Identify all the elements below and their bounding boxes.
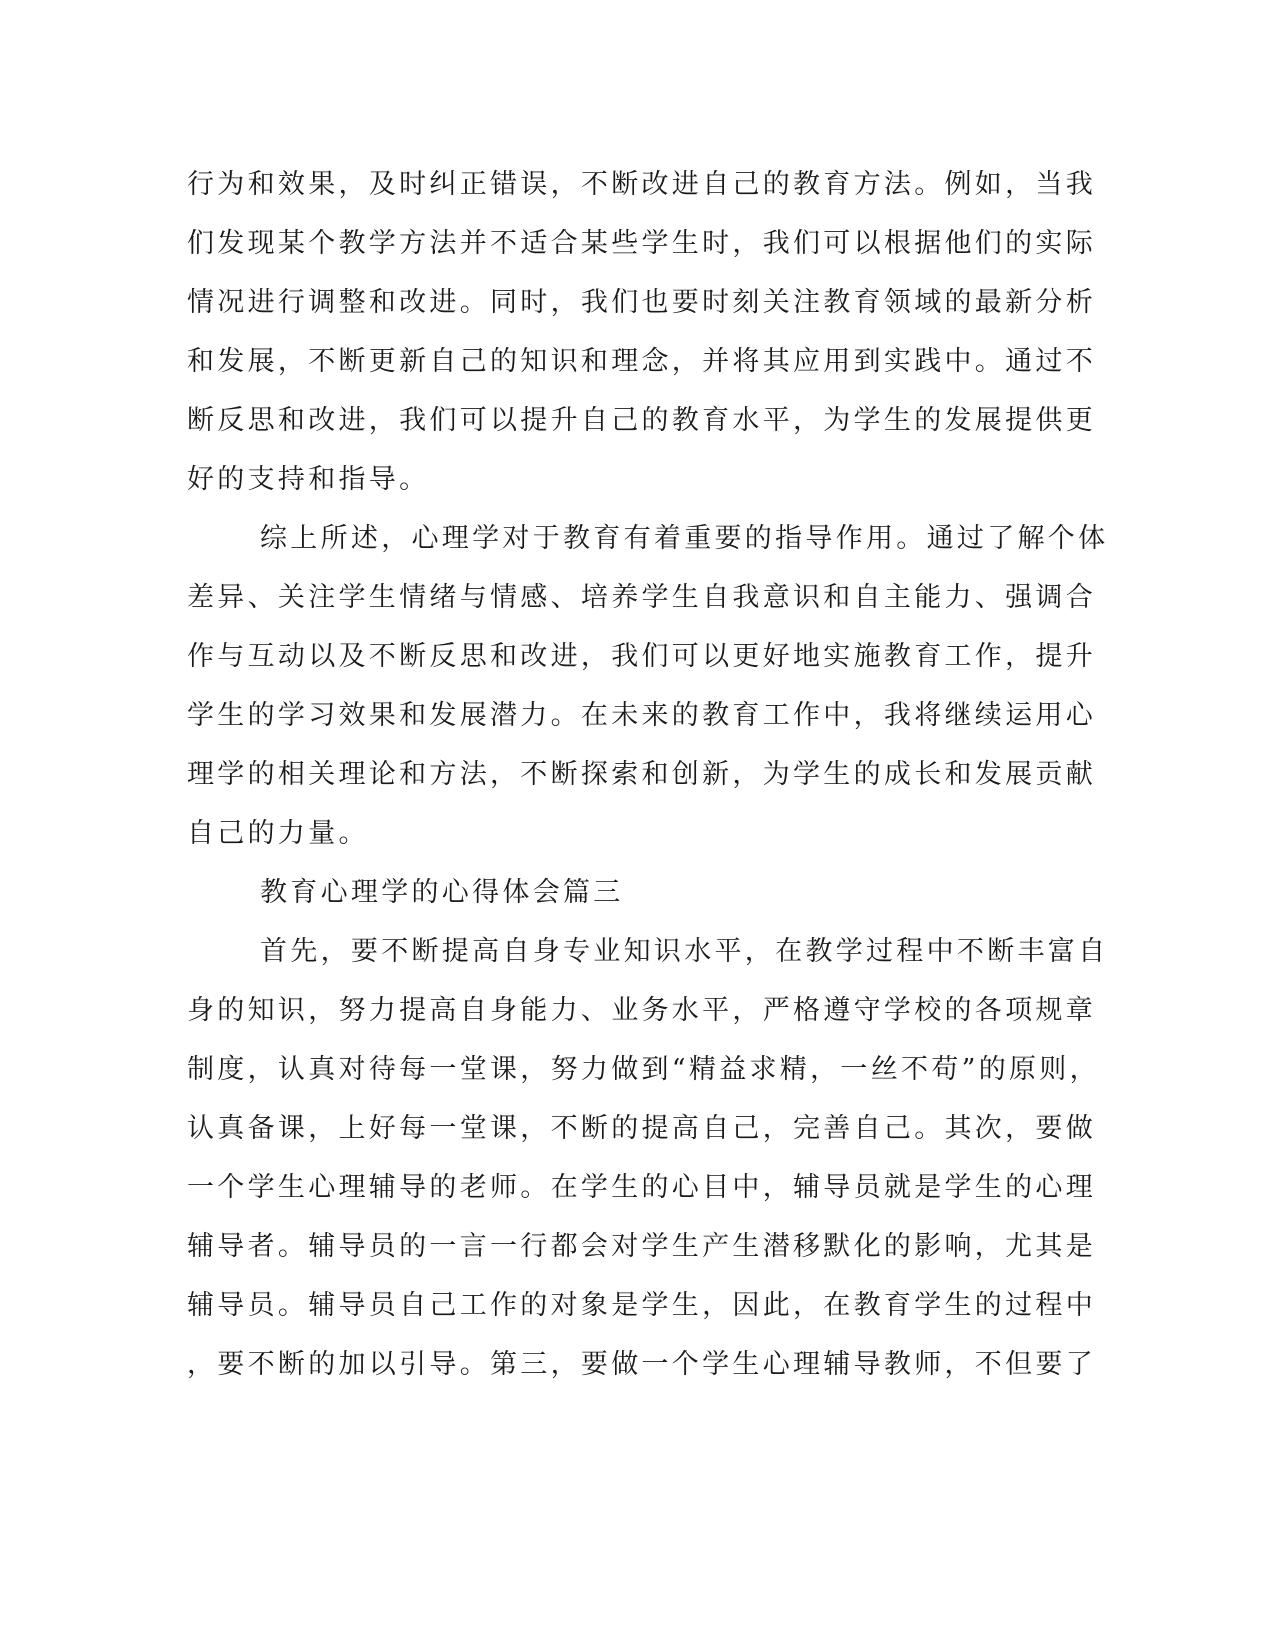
- paragraph-first-line: 首先，要不断提高自身专业知识水平，在教学过程中不断丰富自: [260, 936, 1109, 967]
- paragraph-line: 一个学生心理辅导的老师。在学生的心目中，辅导员就是学生的心理: [187, 1172, 1096, 1203]
- paragraph-line: 自己的力量。: [187, 818, 369, 849]
- paragraph-line: 辅导者。辅导员的一言一行都会对学生产生潜移默化的影响，尤其是: [187, 1231, 1096, 1262]
- document-body: [0, 155, 1275, 1394]
- section-heading: 教育心理学的心得体会篇三: [260, 877, 624, 908]
- paragraph-line: 辅导员。辅导员自己工作的对象是学生，因此，在教育学生的过程中: [187, 1290, 1096, 1321]
- paragraph-line: 好的支持和指导。: [187, 464, 430, 495]
- paragraph-line: 制度，认真对待每一堂课，努力做到“精益求精，一丝不苟”的原则，: [187, 1054, 1100, 1085]
- paragraph-line: 学生的学习效果和发展潜力。在未来的教育工作中，我将继续运用心: [187, 700, 1096, 731]
- paragraph-line: ，要不断的加以引导。第三，要做一个学生心理辅导教师，不但要了: [187, 1349, 1096, 1380]
- paragraph-line: 身的知识，努力提高自身能力、业务水平，严格遵守学校的各项规章: [187, 995, 1096, 1026]
- paragraph-line: 认真备课，上好每一堂课，不断的提高自己，完善自己。其次，要做: [187, 1113, 1096, 1144]
- paragraph-first-line: 综上所述，心理学对于教育有着重要的指导作用。通过了解个体: [260, 523, 1109, 554]
- paragraph-line: 理学的相关理论和方法，不断探索和创新，为学生的成长和发展贡献: [187, 759, 1096, 790]
- paragraph-line: 作与互动以及不断反思和改进，我们可以更好地实施教育工作，提升: [187, 641, 1096, 672]
- paragraph-line: 和发展，不断更新自己的知识和理念，并将其应用到实践中。通过不: [187, 346, 1096, 377]
- paragraph-line: 情况进行调整和改进。同时，我们也要时刻关注教育领域的最新分析: [187, 287, 1096, 318]
- paragraph-line: 行为和效果，及时纠正错误，不断改进自己的教育方法。例如，当我: [187, 169, 1096, 200]
- paragraph-line: 断反思和改进，我们可以提升自己的教育水平，为学生的发展提供更: [187, 405, 1096, 436]
- paragraph-line: 差异、关注学生情绪与情感、培养学生自我意识和自主能力、强调合: [187, 582, 1096, 613]
- paragraph-line: 们发现某个教学方法并不适合某些学生时，我们可以根据他们的实际: [187, 228, 1096, 259]
